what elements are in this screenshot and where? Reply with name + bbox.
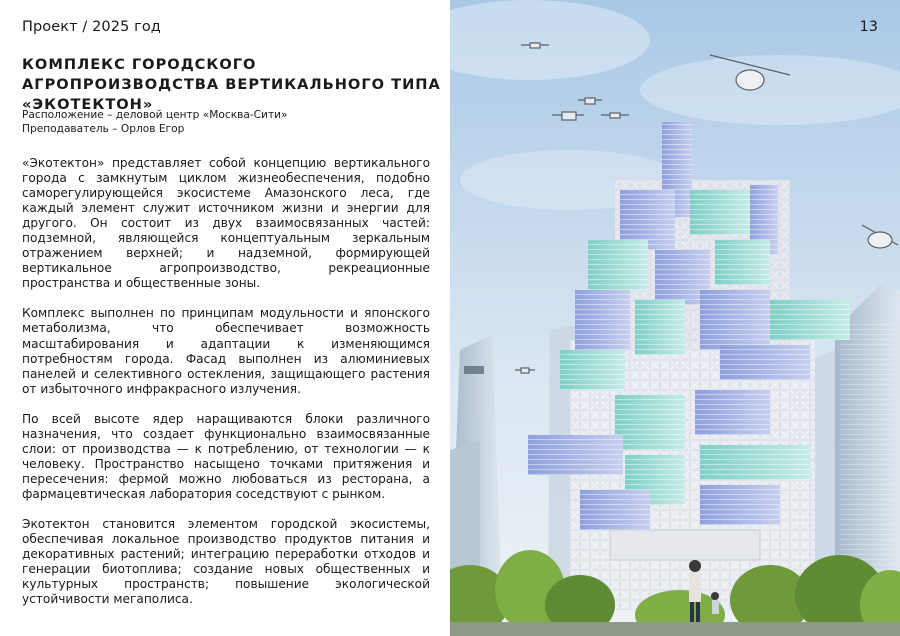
- paragraph: «Экотектон» представляет собой концепцию вертикального города с замкнутым циклом жизнеобеспечения, подобно саморегулирующейся экосистеме Амазонского леса, где каждый элемент служит источником жизни и энергии для другого. Он состоит из двух взаимосвязанных частей: подземной, являющейся концептуальным зеркальным отражением верхней; и надземной, формирующей вертикальное агропроизводство, рекреационные пространства и общественные зоны.: [22, 156, 430, 291]
- page-title: КОМПЛЕКС ГОРОДСКОГО АГРОПРОИЗВОДСТВА ВЕРТИКАЛЬНОГО ТИПА «ЭКОТЕКТОН»: [22, 56, 441, 113]
- section-header: Проект / 2025 год: [22, 19, 161, 35]
- paragraph: По всей высоте ядер наращиваются блоки различного назначения, что создает функционально взаимосвязанные слои: от производства — к потреблению, от технологии — к человеку. Пространство насыщено точками притяжения и пересечения: фермой можно любоваться из ресторана, а фармацевтическая лаборатория соседствуют с рынком.: [22, 411, 430, 501]
- tower-illustration-image: [450, 0, 900, 636]
- tower-illustration: [450, 0, 900, 636]
- location-line: Расположение – деловой центр «Москва-Сити»: [22, 109, 288, 121]
- project-meta: [22, 108, 287, 136]
- body-text: [22, 156, 430, 622]
- page-number: 13: [859, 19, 878, 35]
- paragraph: Комплекс выполнен по принципам модульности и японского метаболизма, что обеспечивает возможность масштабирования и адаптации к изменяющимся потребностям города. Фасад выполнен из алюминиевых панелей и селективного остекления, защищающего растения от избыточного инфракрасного излучения.: [22, 306, 430, 396]
- paragraph: Экотектон становится элементом городской экосистемы, обеспечивая локальное производство продуктов питания и декоративных растений; интеграцию переработки отходов и генерации биотоплива; создание новых общественных и культурных пространств; повышение экологической устойчивости мегаполиса.: [22, 516, 430, 607]
- teacher-line: Преподаватель – Орлов Егор: [22, 123, 185, 135]
